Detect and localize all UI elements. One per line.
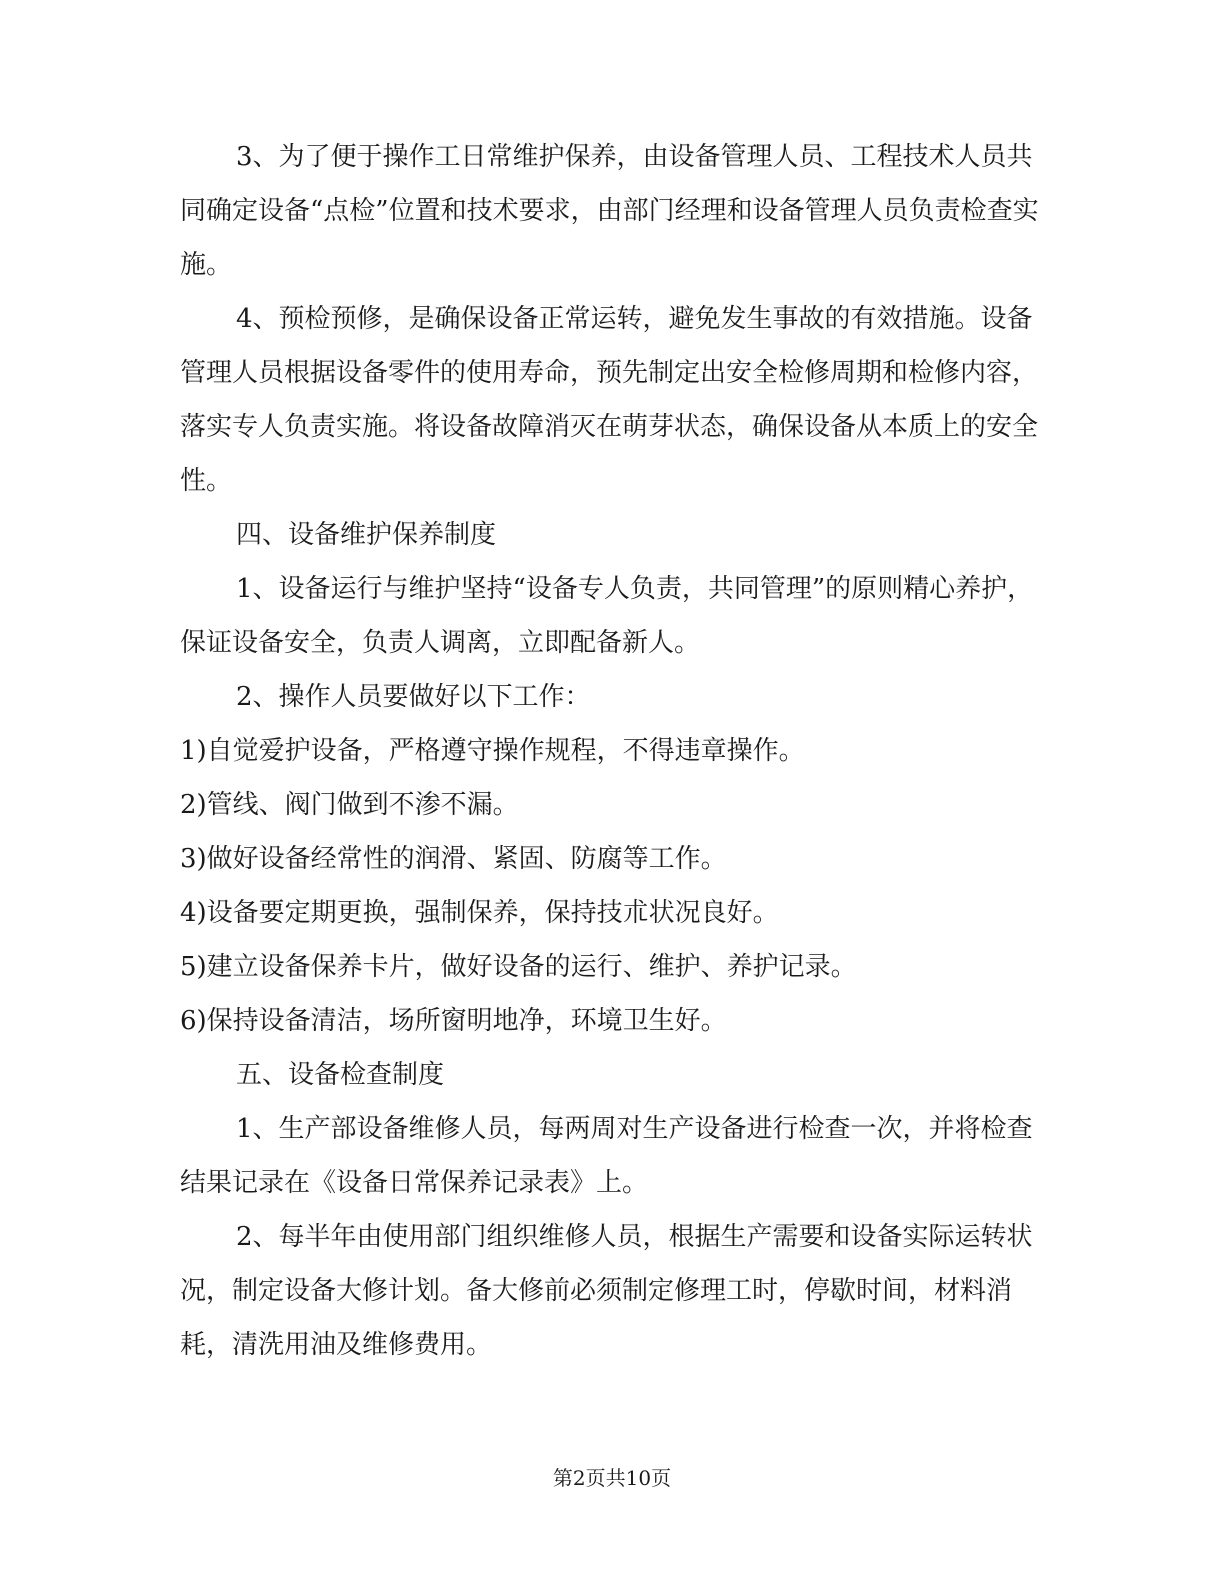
list-item: 2)管线、阀门做到不渗不漏。 — [180, 790, 519, 820]
paragraph: 3、为了便于操作工日常维护保养，由设备管理人员、工程技术人员共同确定设备“点检”位置和技术要求，由部门经理和设备管理人员负责检查实施。 — [180, 142, 1039, 280]
list-item: 6)保持设备清洁，场所窗明地净，环境卫生好。 — [180, 1006, 727, 1036]
paragraph: 1、设备运行与维护坚持“设备专人负责，共同管理”的原则精心养护，保证设备安全，负责人调离，立即配备新人。 — [180, 574, 1034, 658]
list-item: 4)设备要定期更换，强制保养，保持技朮状况良好。 — [180, 898, 779, 928]
paragraph: 4、预检预修，是确保设备正常运转，避免发生事故的有效措施。设备管理人员根据设备零件的使用寿命，预先制定出安全检修周期和检修内容，落实专人负责实施。将设备故障消灭在萌芽状态，确保设备从本质上的安全性。 — [180, 304, 1039, 496]
section-heading: 四、设备维护保养制度 — [236, 520, 497, 550]
list-item: 3)做好设备经常性的润滑、紧固、防腐等工作。 — [180, 844, 727, 874]
document-body — [180, 130, 1040, 1372]
section-heading: 五、设备检查制度 — [236, 1060, 445, 1090]
paragraph: 2、操作人员要做好以下工作： — [236, 682, 591, 712]
list-item: 5)建立设备保养卡片，做好设备的运行、维护、养护记录。 — [180, 952, 857, 982]
paragraph: 1、生产部设备维修人员，每两周对生产设备进行检查一次，并将检查结果记录在《设备日常保养记录表》上。 — [180, 1114, 1033, 1198]
list-item: 1)自觉爱护设备，严格遵守操作规程，不得违章操作。 — [180, 736, 805, 766]
page-number: 第2页共10页 — [552, 1466, 672, 1490]
paragraph: 2、每半年由使用部门组织维修人员，根据生产需要和设备实际运转状况，制定设备大修计划。备大修前必须制定修理工时，停歇时间，材料消耗，清洗用油及维修费用。 — [180, 1222, 1033, 1360]
